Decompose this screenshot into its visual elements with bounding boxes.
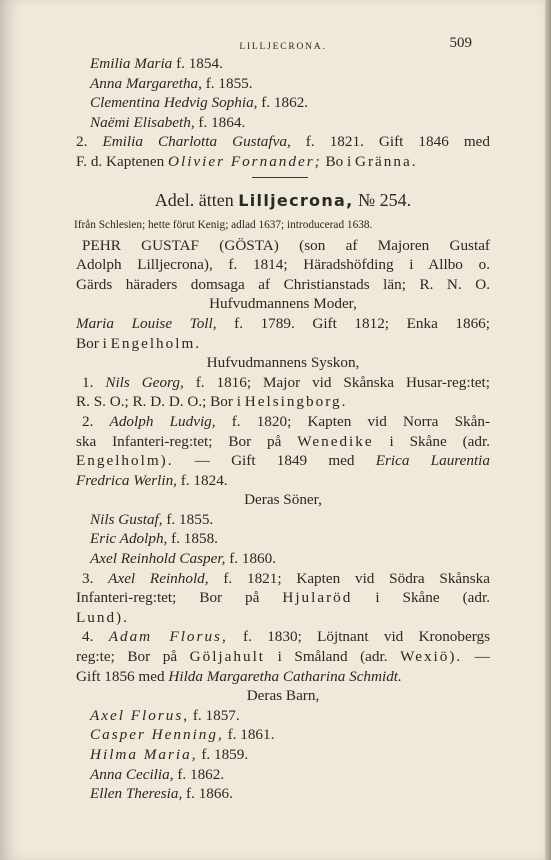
entry-text: f. 1858. (167, 530, 218, 548)
entry-line (76, 745, 490, 765)
entry-line (76, 647, 490, 667)
entry-number: 3. (82, 569, 109, 587)
running-head: LILLJECRONA. (239, 42, 327, 52)
person-name: Maria Louise Toll, (76, 314, 217, 332)
person-name: Hilda Margaretha Catharina Schmidt. (168, 667, 402, 685)
person-name: Clementina Hedvig Sophia, (90, 94, 258, 112)
entry-line (76, 93, 490, 113)
place-name: Lund). (76, 608, 129, 626)
entry-text: F. d. Kaptenen (76, 152, 168, 170)
entry-number: 2. (76, 133, 103, 151)
entry-text: i Småland (adr. (265, 648, 401, 666)
entry-text: f. 1824. (176, 471, 228, 489)
entry-text: f. 1855. (201, 74, 253, 92)
entry-number: 4. (82, 628, 109, 646)
person-name: Fredrica Werlin, (76, 471, 177, 489)
person-name: Casper Henning, (90, 726, 224, 744)
entry-line (76, 667, 490, 687)
entry-number: 1. (82, 373, 106, 391)
entry-text: i Skåne (adr. (373, 432, 490, 450)
family-name: Lilljecrona, (238, 190, 354, 210)
page-number: 509 (449, 35, 472, 51)
place-name: Hjularöd (282, 589, 353, 607)
entry-text: f. 1857. (189, 706, 240, 724)
entry-text: f. 1816; Major vid Skånska Husar-reg:tet; (183, 373, 490, 391)
section-heading-barn: Deras Barn, (246, 687, 320, 705)
entry-line (76, 334, 490, 354)
entry-line (76, 152, 490, 172)
entry-text: f. 1862. (257, 94, 309, 112)
person-name: Axel Reinhold, (108, 569, 209, 587)
person-name: Axel Reinhold Casper, (90, 550, 226, 568)
person-name: Nils Georg, (105, 373, 184, 391)
entry-line (76, 529, 490, 549)
head-entry-line: Gärds häraders domsaga af Christianstads län; R. N. O. (76, 275, 490, 293)
person-name: Axel Florus, (90, 706, 190, 724)
place-name: Göljahult (189, 648, 266, 666)
entry-text: reg:te; Bor på (76, 648, 190, 666)
entry-line (76, 706, 490, 726)
entry-line (76, 74, 490, 94)
place-name: Wexiö). (400, 648, 463, 666)
text-column (76, 30, 490, 804)
person-name: Olivier Fornander; (168, 152, 322, 170)
entry-text: f. 1862. (173, 765, 225, 783)
entry-text: ska Infanteri-reg:tet; Bor på (76, 432, 298, 450)
entry-line (76, 784, 490, 804)
entry-line (76, 432, 490, 452)
person-name: Nils Gustaf, (90, 510, 163, 528)
family-origin-note: Ifrån Schlesien; hette förut Kenig; adlad 1637; introducerad 1638. (74, 218, 373, 231)
entry-text: f. 1789. Gift 1812; Enka 1866; (216, 314, 490, 332)
place-name: Helsingborg. (244, 393, 348, 411)
head-entry-line: Adolph Lilljecrona), f. 1814; Häradshöfding i Allbo o. (76, 256, 490, 274)
entry-text: f. 1859. (197, 746, 249, 763)
entry-line (76, 627, 490, 647)
place-name: Engelholm). (76, 452, 174, 470)
entry-number: 2. (82, 412, 110, 430)
entry-text: Gift 1856 med (76, 667, 169, 685)
entry-text: f. 1821. Gift 1846 med (290, 133, 490, 151)
section-divider (252, 177, 308, 178)
family-number: № 254. (353, 189, 412, 210)
entry-line (76, 113, 490, 133)
person-name: Adolph Ludvig, (109, 412, 216, 430)
family-heading (76, 187, 490, 214)
entry-text: Bor i (76, 334, 111, 352)
entry-text: — (462, 648, 490, 666)
section-heading-soner: Deras Söner, (244, 491, 322, 509)
person-name: Ellen Theresia, (90, 785, 183, 803)
person-name: Anna Cecilia, (90, 765, 174, 783)
entry-text: f. 1830; Löjtnant vid Kronobergs (227, 628, 491, 646)
section-heading-moder: Hufvudmannens Moder, (209, 295, 357, 313)
person-name: Erica Laurentia (375, 452, 490, 470)
person-name: Emilia Maria (90, 55, 173, 72)
entry-text: f. 1864. (194, 113, 246, 131)
page-header (76, 30, 490, 54)
entry-line (76, 471, 490, 491)
person-name: Naëmi Elisabeth, (90, 113, 195, 131)
entry-line (76, 549, 490, 569)
entry-line (76, 373, 490, 393)
entry-line (76, 510, 490, 530)
entry-text: f. 1820; Kapten vid Norra Skån- (215, 412, 491, 430)
person-name: Eric Adolph, (90, 530, 168, 548)
place-name: Engelholm. (110, 334, 202, 352)
entry-text: f. 1855. (162, 510, 214, 528)
entry-text: R. S. O.; R. D. D. O.; Bor i (76, 393, 245, 411)
entry-line (76, 392, 490, 412)
person-name: Anna Margaretha, (90, 74, 202, 92)
entry-text: f. 1821; Kapten vid Södra Skånska (208, 569, 491, 587)
entry-text: f. 1861. (223, 726, 275, 744)
page-edge (545, 0, 551, 860)
entry-line (76, 314, 490, 334)
entry-line (76, 608, 490, 628)
entry-line (76, 412, 490, 432)
place-name: Gränna. (355, 152, 418, 170)
entry-text: f. 1860. (225, 550, 277, 568)
place-name: Wenedike (297, 432, 374, 450)
head-entry-line: PEHR GUSTAF (GÖSTA) (son af Majoren Gustaf (82, 236, 490, 254)
heading-prefix: Adel. ätten (154, 189, 239, 210)
entry-text: Bo i (321, 152, 356, 170)
entry-text: — Gift 1849 med (173, 452, 376, 470)
person-name: Emilia Charlotta Gustafva, (102, 133, 291, 151)
entry-line (76, 132, 490, 152)
person-name: Hilma Maria, (90, 746, 198, 763)
entry-text: Infanteri-reg:tet; Bor på (76, 589, 283, 607)
entry-line (76, 451, 490, 471)
section-heading-syskon: Hufvudmannens Syskon, (206, 354, 360, 372)
entry-line (76, 569, 490, 589)
entry-text: f. 1854. (172, 55, 223, 72)
person-name: Adam Florus, (108, 628, 228, 646)
entry-text: i Skåne (adr. (352, 589, 490, 607)
entry-text: f. 1866. (182, 785, 233, 803)
entry-line (76, 588, 490, 608)
entry-line (76, 725, 490, 745)
entry-line (76, 765, 490, 785)
